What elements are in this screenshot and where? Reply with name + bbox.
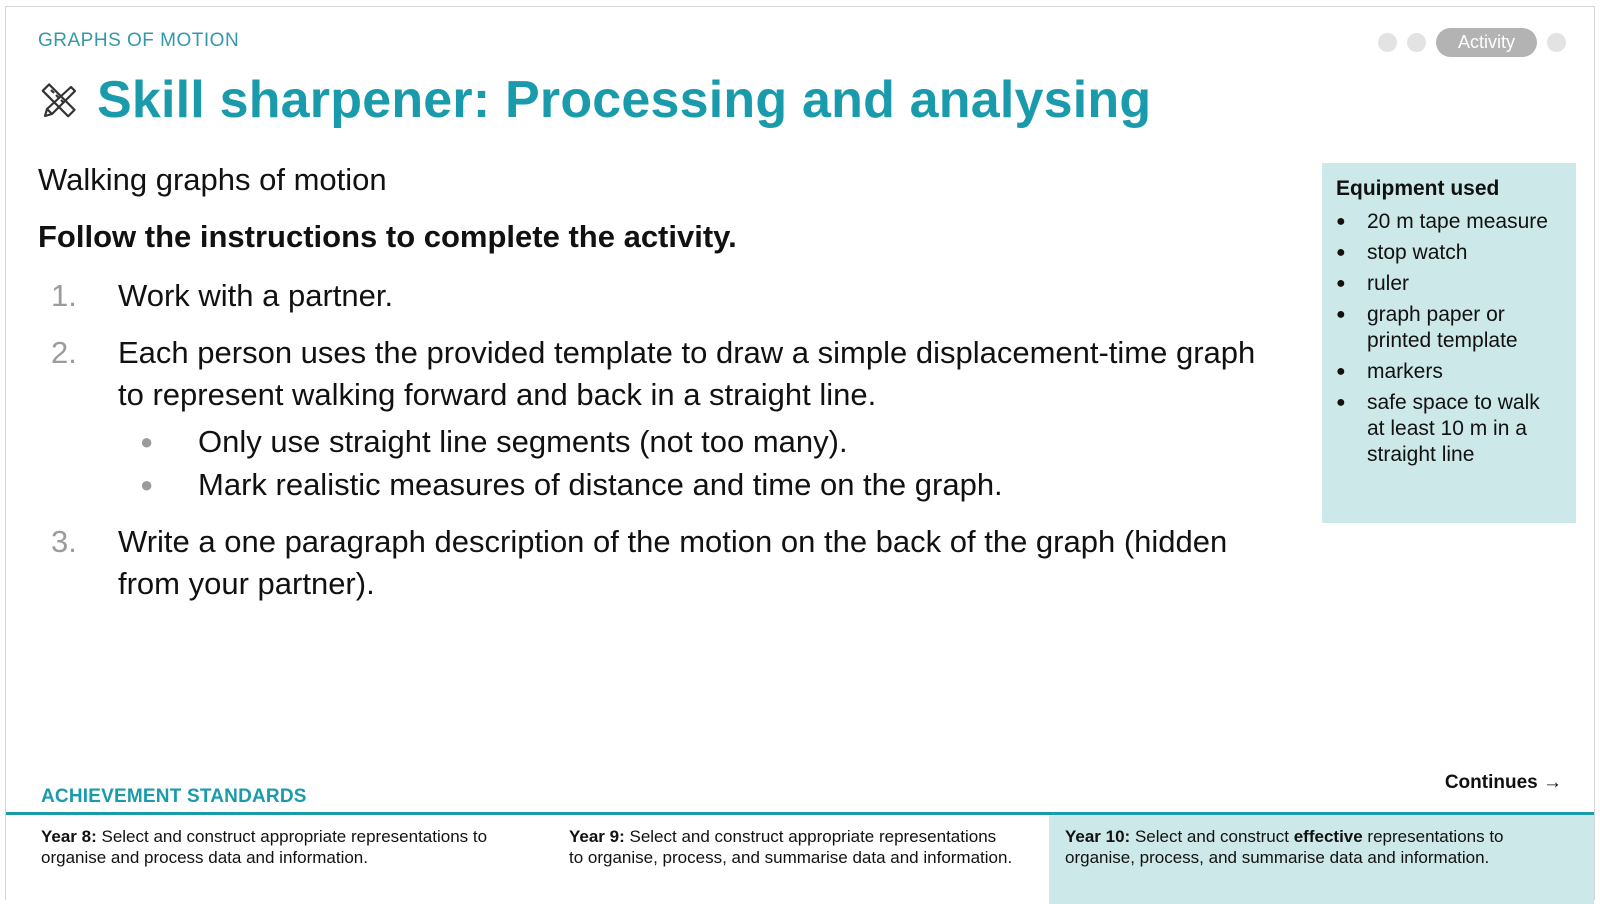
section-label: GRAPHS OF MOTION [38,30,240,51]
bullet-dot-icon: ● [1336,213,1346,230]
page-title: Skill sharpener: Processing and analysing [97,71,1152,129]
equipment-item-text: graph paper or printed template [1367,303,1518,352]
achievement-standards-label: ACHIEVEMENT STANDARDS [41,786,307,807]
nav-dot[interactable] [1378,33,1397,52]
standard-year-label: Year 9: [569,827,625,846]
step-item [38,275,1258,317]
step-text: Work with a partner. [118,278,394,313]
equipment-item [1336,359,1562,385]
standard-text: Select and construct [1130,827,1294,846]
equipment-item-text: 20 m tape measure [1367,210,1548,233]
equipment-item [1336,302,1562,354]
equipment-item [1336,271,1562,297]
activity-subheading: Walking graphs of motion [38,162,387,197]
equipment-item-text: ruler [1367,272,1410,295]
standard-emphasis: effective [1293,827,1363,846]
bullet-dot-icon: ● [1336,363,1346,380]
title-row [38,70,1151,130]
step-text: Each person uses the provided template to draw a simple displacement-time graph to represent walking forward and back in a straight line. [118,335,1256,412]
bullet-text: Mark realistic measures of distance and time on the graph. [198,467,1003,502]
pencil-ruler-icon [38,79,80,121]
step-bullets [118,420,1258,506]
equipment-item [1336,240,1562,266]
equipment-item-text: markers [1367,360,1443,383]
equipment-item-text: stop watch [1367,241,1468,264]
equipment-panel [1322,163,1576,523]
equipment-item [1336,390,1562,468]
step-item [38,332,1258,506]
standard-year-9 [537,815,1049,904]
standard-year-10 [1049,815,1594,904]
standard-year-label: Year 8: [41,827,97,846]
bullet-dot-icon: ● [1336,306,1346,323]
continues-link[interactable]: Continues → [1444,772,1562,793]
bullet-dot-icon: ● [140,429,154,454]
standard-text: Select and construct appropriate representations to organise and process data and information. [41,827,488,867]
step-bullet [118,463,1258,506]
slide-nav [1378,28,1566,57]
bullet-dot-icon: ● [140,472,154,497]
nav-dot[interactable] [1547,33,1566,52]
step-item [38,521,1258,605]
standard-text: representations to organise, process, and summarise data and information. [1065,827,1504,867]
steps-list [38,275,1258,620]
standard-year-8 [6,815,537,904]
step-number: 1. [51,278,77,313]
step-bullet [118,420,1258,463]
equipment-item [1336,209,1562,235]
equipment-list [1336,209,1562,468]
standard-text: Select and construct appropriate representations to organise, process, and summarise data and information. [569,827,1013,867]
step-number: 3. [51,524,77,559]
step-number: 2. [51,335,77,370]
bullet-dot-icon: ● [1336,394,1346,411]
bullet-dot-icon: ● [1336,275,1346,292]
equipment-item-text: safe space to walk at least 10 m in a straight line [1367,391,1540,466]
standards-row [6,815,1594,904]
equipment-title: Equipment used [1336,177,1500,200]
standard-year-label: Year 10: [1065,827,1131,846]
step-text: Write a one paragraph description of the motion on the back of the graph (hidden from your partner). [118,524,1228,601]
nav-pill-activity[interactable]: Activity [1436,28,1537,57]
bullet-text: Only use straight line segments (not too many). [198,424,848,459]
bullet-dot-icon: ● [1336,244,1346,261]
activity-instruction: Follow the instructions to complete the activity. [38,219,737,254]
nav-dot[interactable] [1407,33,1426,52]
